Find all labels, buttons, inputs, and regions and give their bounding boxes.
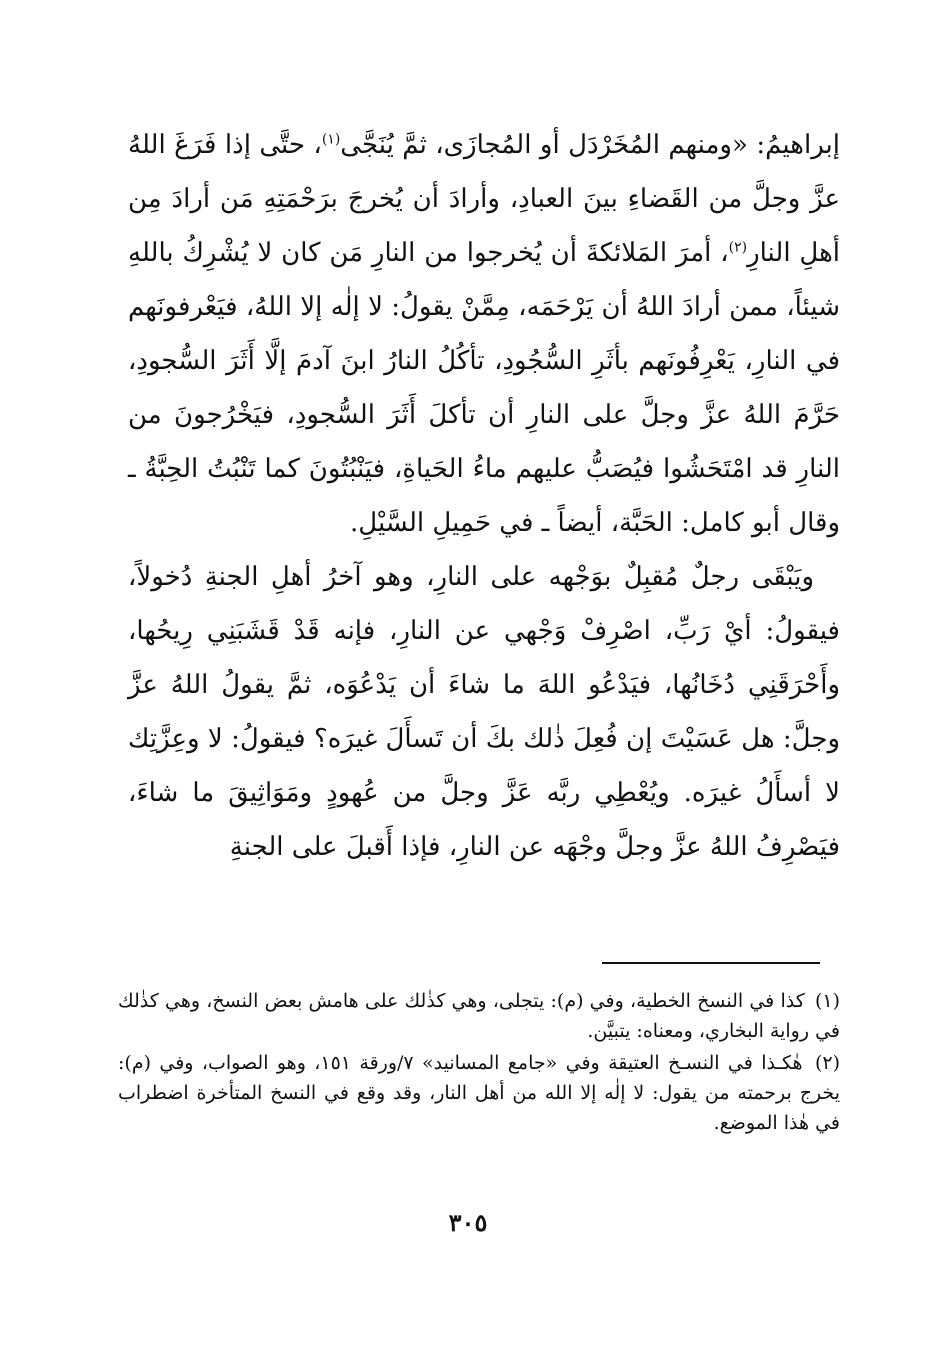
footnote-ref-2: (٢) (728, 239, 748, 256)
page-number: ٣٠٥ (448, 1208, 488, 1237)
main-text (128, 118, 840, 874)
paragraph-1 (128, 118, 840, 550)
paragraph-2: ويَبْقَى رجلٌ مُقبِلٌ بوَجْهه على النارِ، وهو آخرُ أهلِ الجنةِ دُخولاً، فيقولُ: أيْ رَبِّ، اصْرِفْ وَجْهي عن النارِ، فإنه قَدْ قَشَبَنِي رِيحُها، وأَحْرَقَنِي دُخَانُها، فيَدْعُو اللهَ ما شاءَ أن يَدْعُوَه، ثمَّ يقولُ اللهُ عزَّ وجلَّ: هل عَسَيْتَ إن فُعِلَ ذٰلك بكَ أن تَسأَلَ غيرَه؟ فيقولُ: لا وعِزَّتِك لا أسأَلُ غيرَه. ويُعْطِي ربَّه عَزَّ وجلَّ من عُهودٍ ومَوَاثِيقَ ما شاءَ، فيَصْرِفُ اللهُ عزَّ وجلَّ وجْهَه عن النارِ، فإذا أَقبلَ على الجنةِ (128, 562, 840, 862)
paragraph-1-part-1: إبراهيمُ: «ومنهم المُخَرْدَل أو المُجازَى، ثمَّ يُنَجَّى (340, 130, 840, 160)
footnotes (118, 986, 840, 1140)
footnote-1-marker: (١) (814, 990, 841, 1012)
footnote-2 (118, 1048, 840, 1138)
footnote-separator (602, 962, 820, 964)
paragraph-1-part-3: ، أمرَ المَلائكةَ أن يُخرجوا من النارِ مَن كان لا يُشْرِكُ باللهِ شيئاً، ممن أرادَ اللهُ أن يَرْحَمَه، مِمَّنْ يقولُ: لا إلٰه إلا اللهُ، فيَعْرفونَهم في النارِ، يَعْرِفُونَهم بأثَرِ السُّجُودِ، تأكُلُ النارُ ابنَ آدمَ إلَّا أَثَرَ السُّجودِ، حَرَّمَ اللهُ عزَّ وجلَّ على النارِ أن تأكلَ أَثَرَ السُّجودِ، فيَخْرُجونَ من النارِ قد امْتَحَشُوا فيُصَبُّ عليهم ماءُ الحَياةِ، فيَنْبُتُونَ كما تَنْبُتُ الحِبَّةُ ـ وقال أبو كامل: الحَبَّة، أيضاً ـ في حَمِيلِ السَّيْلِ. (128, 238, 840, 538)
footnote-2-marker: (٢) (814, 1052, 841, 1074)
paragraph-1-part-2: ، حتَّى إذا فَرَغَ اللهُ عزَّ وجلَّ من القَضاءِ بينَ العبادِ، وأرادَ أن يُخرجَ برَحْمَتِهِ مَن أرادَ مِن أهلِ النارِ (128, 130, 841, 268)
footnote-1 (118, 986, 840, 1046)
footnote-ref-1: (١) (321, 131, 341, 148)
footnote-2-text: هٰكـذا في النسـخ العتيقة وفي «جامع المسانيد» ٧/ورقة ١٥١، وهو الصواب، وفي (م): يخرج برحمته من يقول: لا إلٰه إلا الله من أهل النار، وقد وقع في النسخ المتأخرة اضطراب في هٰذا الموضع. (118, 1052, 840, 1134)
footnote-1-text: كذا في النسخ الخطية، وفي (م): يتجلى، وهي كذٰلك على هامش بعض النسخ، وهي كذٰلك في رواية البخاري، ومعناه: يتبيَّن. (118, 990, 840, 1042)
